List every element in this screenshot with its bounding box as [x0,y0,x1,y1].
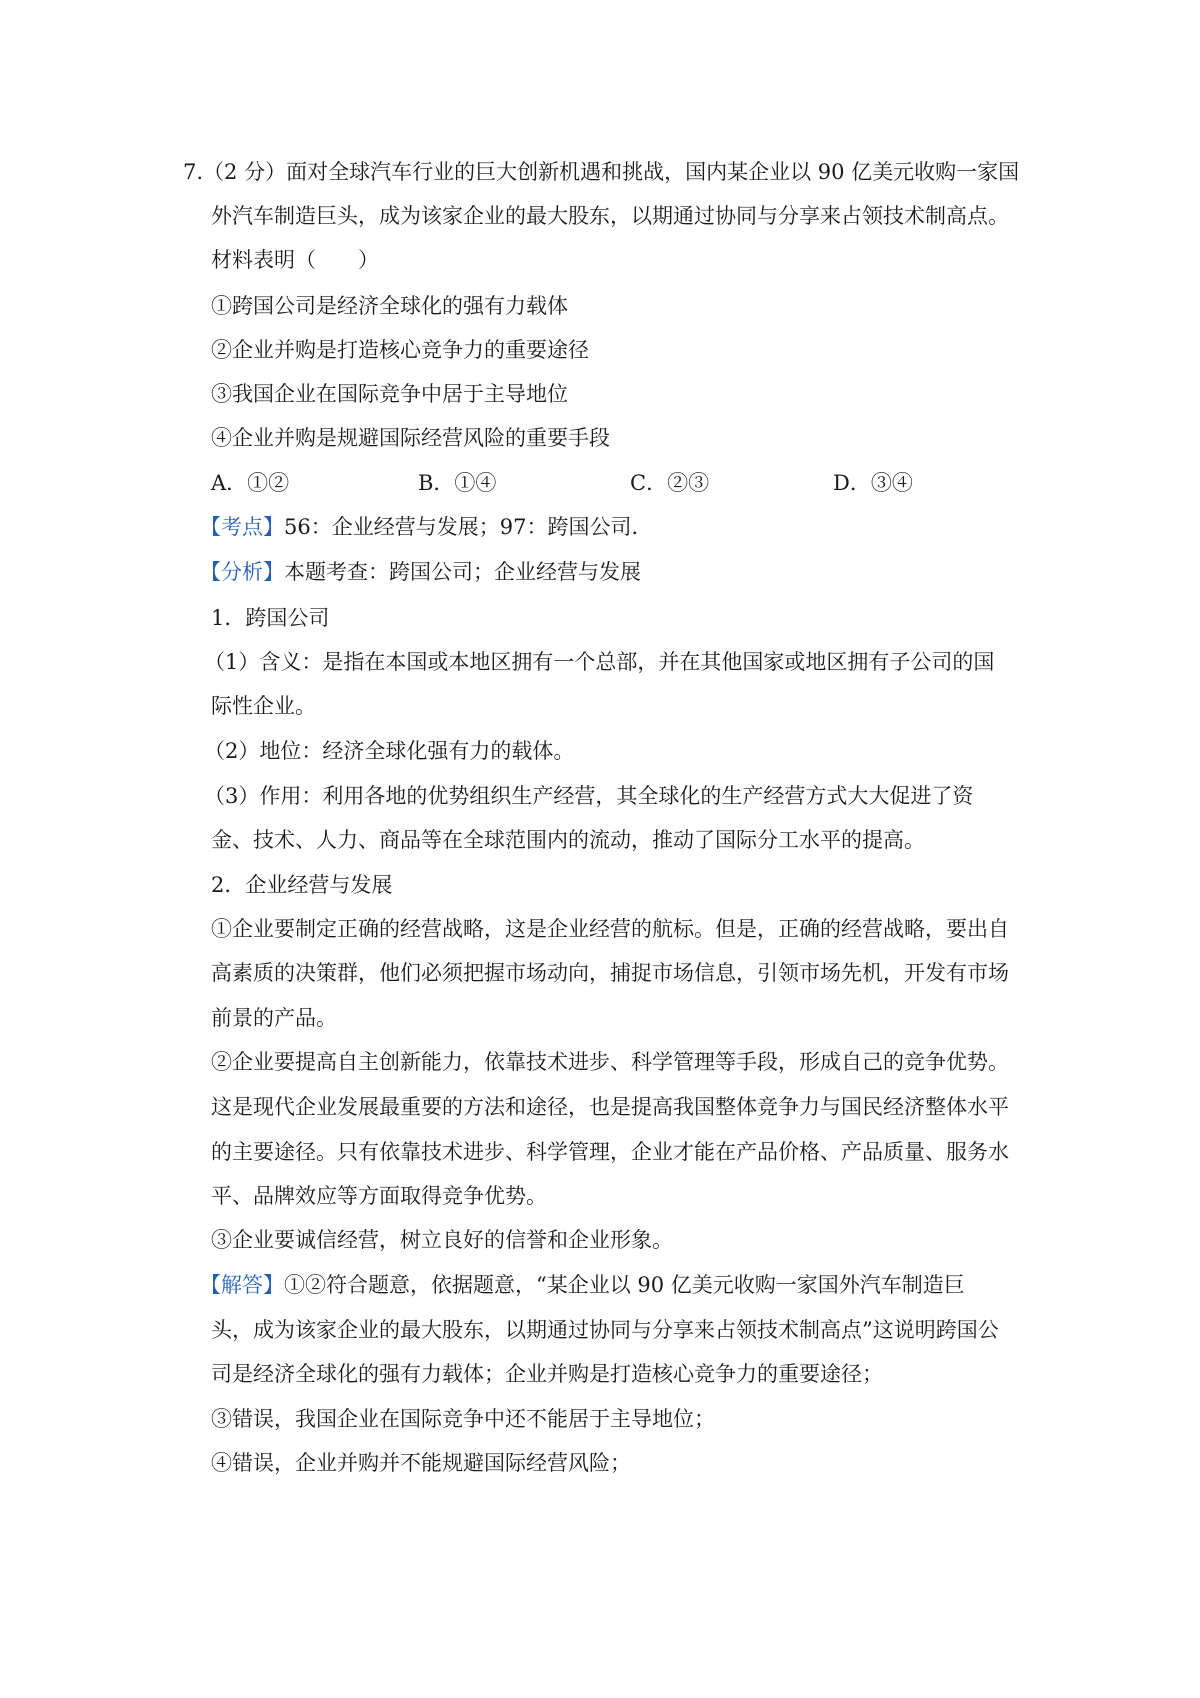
analysis-line: 2．企业经营与发展 [211,873,393,897]
analysis-line: 高素质的决策群，他们必须把握市场动向，捕捉市场信息，引领市场先机，开发有市场 [211,961,1009,985]
fenxi-tag: 【分析】 [200,560,284,584]
analysis-line: （1）含义：是指在本国或本地区拥有一个总部，并在其他国家或地区拥有子公司的国 [204,650,995,674]
answer-line: ④错误，企业并购并不能规避国际经营风险； [211,1451,631,1475]
question-stem-line-2: 外汽车制造巨头，成为该家企业的最大股东，以期通过协同与分享来占领技术制高点。 [211,204,1009,228]
question-stem-line-1: 7.（2 分）面对全球汽车行业的巨大创新机遇和挑战，国内某企业以 90 亿美元收购一家国 [183,160,1020,184]
option-c: C．②③ [630,471,710,495]
answer-line: ③错误，我国企业在国际竞争中还不能居于主导地位； [211,1407,715,1431]
option-b: B．①④ [418,471,497,495]
answer-line: 司是经济全球化的强有力载体；企业并购是打造核心竞争力的重要途径； [211,1362,883,1386]
option-a: A．①② [211,471,290,495]
analysis-line: 这是现代企业发展最重要的方法和途径，也是提高我国整体竞争力与国民经济整体水平 [211,1095,1009,1119]
analysis-line: 前景的产品。 [211,1006,337,1030]
analysis-line: ②企业要提高自主创新能力，依靠技术进步、科学管理等手段，形成自己的竞争优势。 [211,1050,1009,1074]
statement-3: ③我国企业在国际竞争中居于主导地位 [211,382,568,406]
answer-line: 头，成为该家企业的最大股东，以期通过协同与分享来占领技术制高点”这说明跨国公 [211,1318,999,1342]
jieda-text: ①②符合题意，依据题意，“某企业以 90 亿美元收购一家国外汽车制造巨 [284,1273,965,1297]
analysis-line: 金、技术、人力、商品等在全球范围内的流动，推动了国际分工水平的提高。 [211,828,925,852]
analysis-line: （2）地位：经济全球化强有力的载体。 [204,739,575,763]
kaodian-tag: 【考点】 [200,515,284,539]
fenxi-line [200,562,641,583]
analysis-line: 平、品牌效应等方面取得竞争优势。 [211,1184,547,1208]
kaodian-text: 56：企业经营与发展；97：跨国公司． [284,515,653,539]
analysis-line: 的主要途径。只有依靠技术进步、科学管理，企业才能在产品价格、产品质量、服务水 [211,1140,1009,1164]
analysis-line: （3）作用：利用各地的优势组织生产经营，其全球化的生产经营方式大大促进了资 [204,784,974,808]
fenxi-text: 本题考查：跨国公司；企业经营与发展 [284,560,641,584]
question-stem-line-3: 材料表明（ ） [211,248,379,272]
analysis-line: ①企业要制定正确的经营战略，这是企业经营的航标。但是，正确的经营战略，要出自 [211,917,1009,941]
statement-2: ②企业并购是打造核心竞争力的重要途径 [211,338,589,362]
jieda-tag: 【解答】 [200,1273,284,1297]
statement-1: ①跨国公司是经济全球化的强有力载体 [211,294,568,318]
analysis-line: ③企业要诚信经营，树立良好的信誉和企业形象。 [211,1228,673,1252]
statement-4: ④企业并购是规避国际经营风险的重要手段 [211,426,610,450]
option-d: D．③④ [833,471,913,495]
analysis-line: 际性企业。 [211,694,316,718]
analysis-line: 1．跨国公司 [211,606,330,630]
kaodian-line [200,517,652,538]
jieda-line [200,1275,965,1296]
